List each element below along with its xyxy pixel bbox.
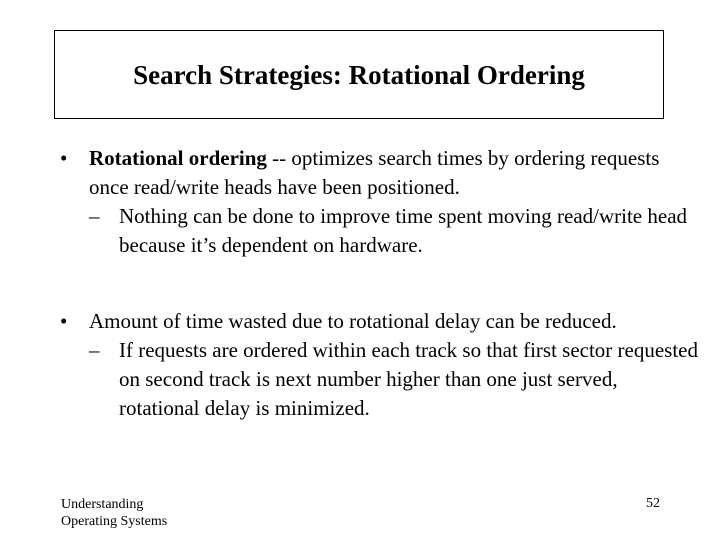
sub-bullet-item (89, 336, 700, 423)
bullet-icon: • (60, 309, 68, 333)
dash-icon: – (89, 338, 100, 362)
bullet-item-rotational-ordering (60, 144, 700, 260)
sub-bullet-text: Nothing can be done to improve time spent moving read/write head because it’s dependent on hardware. (119, 204, 688, 257)
title-box (54, 30, 664, 119)
footer-line-2: Operating Systems (61, 514, 168, 529)
sub-bullet-text: If requests are ordered within each track so that first sector requested on second track is next number higher than one just served, rotational delay is minimized. (119, 338, 699, 420)
slide-title: Search Strategies: Rotational Ordering (133, 60, 585, 90)
bullet-text (89, 144, 700, 202)
dash-icon: – (89, 204, 100, 228)
bullet-body: -- optimizes search times by ordering requests once read/write heads have been positioned. (89, 146, 660, 199)
sub-bullet-item (89, 202, 700, 260)
bullet-text: Amount of time wasted due to rotational delay can be reduced. (89, 309, 617, 333)
footer-course-title (61, 496, 167, 530)
bullet-icon: • (60, 146, 68, 170)
bullet-bold-lead: Rotational ordering (89, 146, 267, 170)
slide-content (60, 144, 700, 423)
bullet-item-rotational-delay (60, 307, 700, 423)
page-number: 52 (646, 496, 660, 511)
footer-line-1: Understanding (61, 497, 144, 512)
